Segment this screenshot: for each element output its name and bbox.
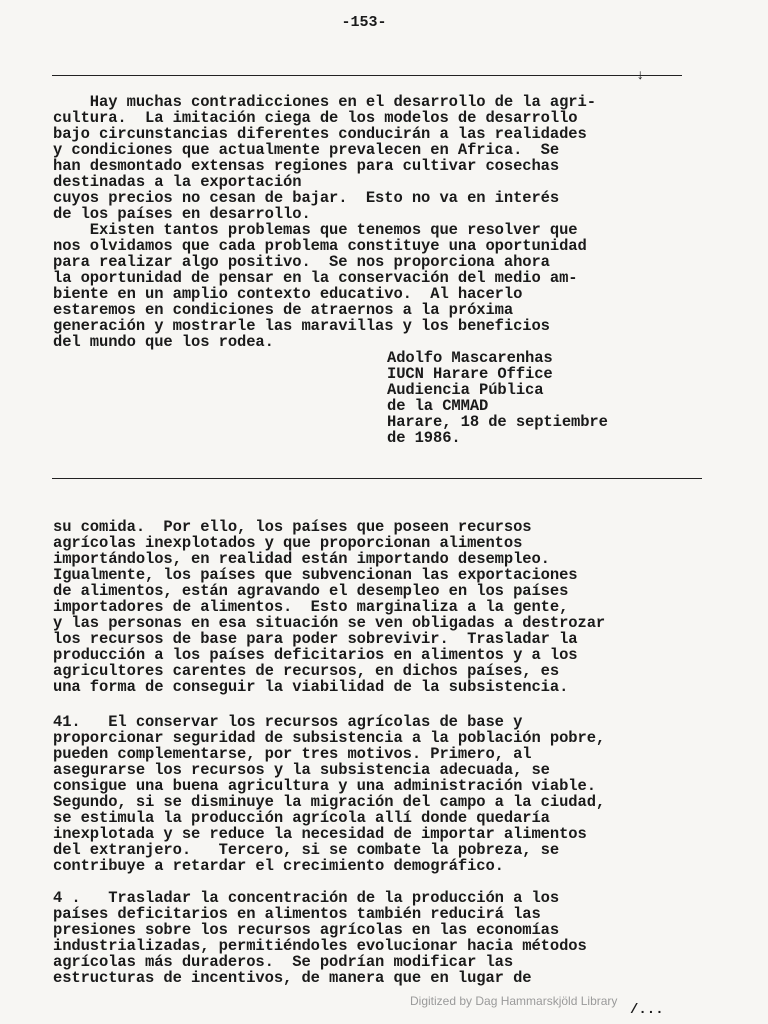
quote-line: estaremos en condiciones de atraernos a la próxima <box>53 301 514 319</box>
body-line: Igualmente, los países que subvencionan las exportaciones <box>53 566 578 584</box>
signature-line: IUCN Harare Office <box>387 365 553 383</box>
signature-line: Audiencia Pública <box>387 381 544 399</box>
top-divider <box>52 75 682 76</box>
body-line: proporcionar seguridad de subsistencia a la población pobre, <box>53 729 606 747</box>
body-line: y las personas en esa situación se ven obligadas a destrozar <box>53 614 606 632</box>
body-line: industrializadas, permitiéndoles evolucionar hacia métodos <box>53 937 587 955</box>
quote-line: destinadas a la exportación <box>53 173 302 191</box>
quote-line: generación y mostrarle las maravillas y los beneficios <box>53 317 550 335</box>
arrow-marker-icon: ↓ <box>636 68 645 84</box>
body-line: países deficitarios en alimentos también reducirá las <box>53 905 541 923</box>
body-line: su comida. Por ello, los países que poseen recursos <box>53 518 532 536</box>
body-line: una forma de conseguir la viabilidad de la subsistencia. <box>53 678 569 696</box>
signature-line: Harare, 18 de septiembre <box>387 413 608 431</box>
quote-line: la oportunidad de pensar en la conservación del medio am- <box>53 269 578 287</box>
quote-line: y condiciones que actualmente prevalecen en Africa. Se <box>53 141 560 159</box>
quote-line: cuyos precios no cesan de bajar. Esto no va en interés <box>53 189 560 207</box>
quote-line: cultura. La imitación ciega de los modelos de desarrollo <box>53 109 578 127</box>
body-line: consigue una buena agricultura y una administración viable. <box>53 777 596 795</box>
page-number: -153- <box>341 14 387 31</box>
body-line: agrícolas más duraderos. Se podrían modificar las <box>53 953 514 971</box>
body-line: los recursos de base para poder sobrevivir. Trasladar la <box>53 630 578 648</box>
quote-line: nos olvidamos que cada problema constituye una oportunidad <box>53 237 587 255</box>
body-line: agrícolas inexplotados y que proporcionan alimentos <box>53 534 523 552</box>
quote-line: han desmontado extensas regiones para cultivar cosechas <box>53 157 560 175</box>
body-line: producción a los países deficitarios en alimentos y a los <box>53 646 578 664</box>
quote-line: biente en un amplio contexto educativo. Al hacerlo <box>53 285 523 303</box>
quote-line: Hay muchas contradicciones en el desarrollo de la agri- <box>53 93 596 111</box>
quote-box <box>53 94 596 350</box>
body-line: importadores de alimentos. Esto marginaliza a la gente, <box>53 598 569 616</box>
quote-line: de los países en desarrollo. <box>53 205 311 223</box>
body-line: Segundo, si se disminuye la migración del campo a la ciudad, <box>53 793 606 811</box>
body-line: se estimula la producción agrícola allí donde quedaría <box>53 809 550 827</box>
body-line: de alimentos, están agravando el desempleo en los países <box>53 582 569 600</box>
body-line: inexplotada y se reduce la necesidad de importar alimentos <box>53 825 587 843</box>
quote-line: del mundo que los rodea. <box>53 333 274 351</box>
body-line: 41. El conservar los recursos agrícolas de base y <box>53 713 523 731</box>
body-paragraph-41 <box>53 714 605 874</box>
body-paragraph-1 <box>53 519 605 695</box>
quote-signature <box>387 350 608 446</box>
digitization-watermark: Digitized by Dag Hammarskjöld Library <box>410 994 618 1008</box>
continuation-mark: /... <box>630 1002 664 1018</box>
body-line: 4 . Trasladar la concentración de la producción a los <box>53 889 560 907</box>
bottom-divider <box>52 478 702 479</box>
body-line: presiones sobre los recursos agrícolas en las economías <box>53 921 560 939</box>
body-line: estructuras de incentivos, de manera que en lugar de <box>53 969 532 987</box>
body-line: del extranjero. Tercero, si se combate la pobreza, se <box>53 841 560 859</box>
signature-line: de la CMMAD <box>387 397 489 415</box>
body-paragraph-42 <box>53 890 587 986</box>
quote-line: Existen tantos problemas que tenemos que resolver que <box>53 221 578 239</box>
signature-line: de 1986. <box>387 429 461 447</box>
signature-line: Adolfo Mascarenhas <box>387 349 553 367</box>
quote-line: bajo circunstancias diferentes conducirán a las realidades <box>53 125 587 143</box>
body-line: importándolos, en realidad están importando desempleo. <box>53 550 550 568</box>
body-line: contribuye a retardar el crecimiento demográfico. <box>53 857 504 875</box>
body-line: agricultores carentes de recursos, en dichos países, es <box>53 662 560 680</box>
body-line: pueden complementarse, por tres motivos. Primero, al <box>53 745 532 763</box>
quote-line: para realizar algo positivo. Se nos proporciona ahora <box>53 253 550 271</box>
body-line: asegurarse los recursos y la subsistencia adecuada, se <box>53 761 550 779</box>
